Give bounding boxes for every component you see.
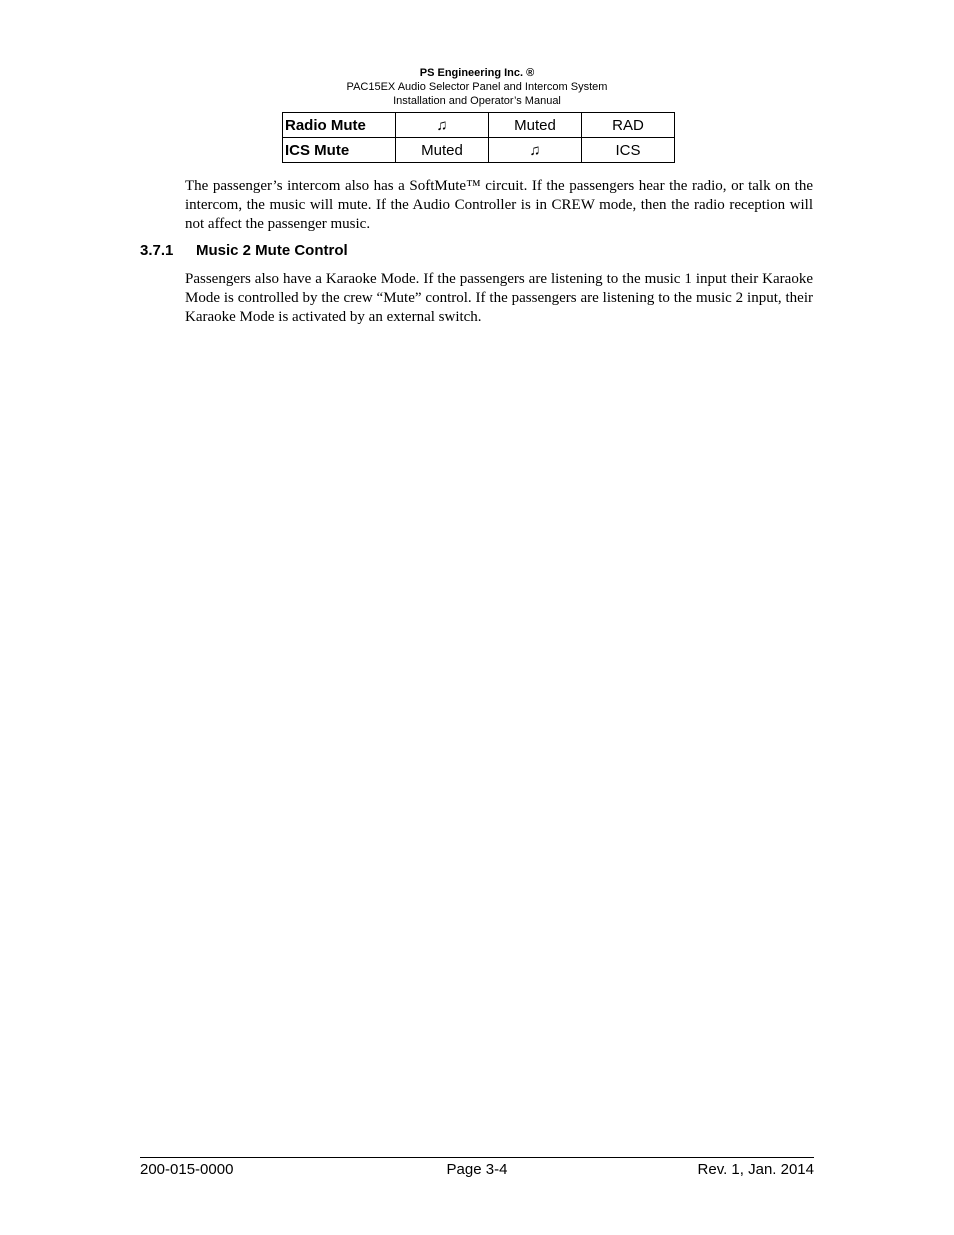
section-number: 3.7.1	[140, 242, 174, 259]
table-row	[283, 138, 675, 163]
row-label: ICS Mute	[283, 138, 396, 163]
table-cell: ♫	[489, 138, 582, 163]
row-label: Radio Mute	[283, 113, 396, 138]
softmute-paragraph: The passenger’s intercom also has a SoftMute™ circuit. If the passengers hear the radio, or talk on the intercom, the music will mute. If the Audio Controller is in CREW mode, then the radio reception will not affect the passenger music.	[185, 178, 813, 232]
header-product: PAC15EX Audio Selector Panel and Intercom System	[346, 81, 608, 93]
table-cell: Muted	[489, 113, 582, 138]
footer-doc-number: 200-015-0000	[140, 1161, 234, 1178]
mute-table	[282, 112, 675, 163]
footer-divider	[140, 1157, 814, 1158]
footer-page-number: Page 3-4	[446, 1161, 508, 1178]
header-manual-title: Installation and Operator’s Manual	[393, 95, 561, 107]
section-heading	[140, 241, 348, 260]
table-cell: ICS	[582, 138, 675, 163]
section-title: Music 2 Mute Control	[196, 242, 348, 259]
table-cell: RAD	[582, 113, 675, 138]
footer-revision: Rev. 1, Jan. 2014	[697, 1161, 814, 1178]
table-cell: Muted	[396, 138, 489, 163]
header-company: PS Engineering Inc. ®	[419, 67, 535, 79]
karaoke-paragraph: Passengers also have a Karaoke Mode. If the passengers are listening to the music 1 input their Karaoke Mode is controlled by the crew “Mute” control. If the passengers are listening to the music 2 input, their Karaoke Mode is activated by an external switch.	[185, 271, 813, 325]
table-row	[283, 113, 675, 138]
table-cell: ♫	[396, 113, 489, 138]
